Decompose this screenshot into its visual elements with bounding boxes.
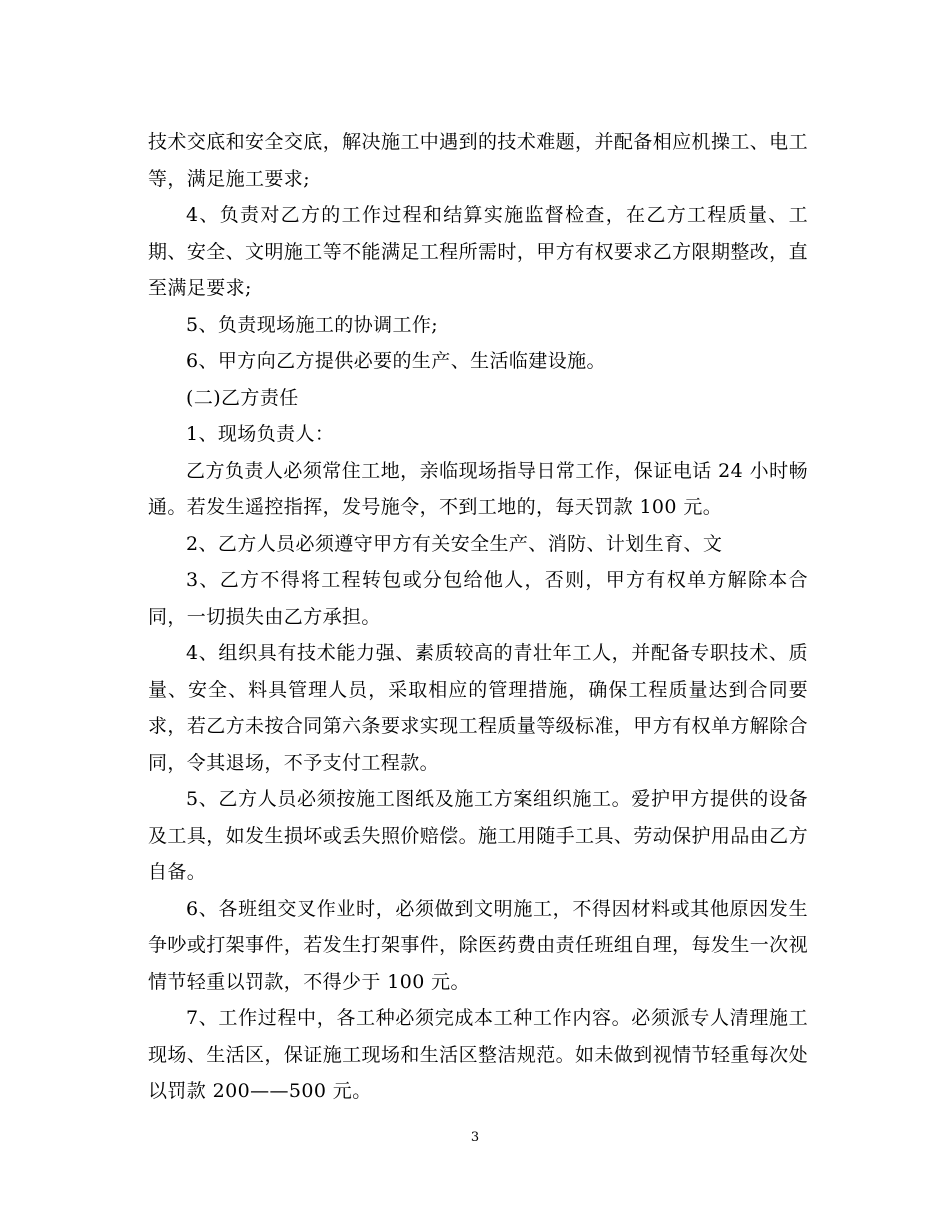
paragraph-11: 5、乙方人员必须按施工图纸及施工方案组织施工。爱护甲方提供的设备及工具，如发生损坏或丢失照价赔偿。施工用随手工具、劳动保护用品由乙方自备。	[148, 788, 808, 883]
paragraph-13: 7、工作过程中，各工种必须完成本工种工作内容。必须派专人清理施工现场、生活区，保证施工现场和生活区整洁规范。如未做到视情节轻重每次处以罚款 200——500 元。	[148, 1007, 808, 1102]
paragraph-3: 5、负责现场施工的协调工作;	[186, 313, 439, 336]
paragraph-10: 4、组织具有技术能力强、素质较高的青壮年工人，并配备专职技术、质量、安全、料具管理人员，采取相应的管理措施，确保工程质量达到合同要求，若乙方未按合同第六条要求实现工程质量等级标准，甲方有权单方解除合同，令其退场，不予支付工程款。	[148, 642, 808, 774]
paragraph-4: 6、甲方向乙方提供必要的生产、生活临建设施。	[186, 350, 606, 372]
paragraph-2: 4、负责对乙方的工作过程和结算实施监督检查，在乙方工程质量、工期、安全、文明施工等不能满足工程所需时，甲方有权要求乙方限期整改，直至满足要求;	[148, 204, 808, 299]
paragraph-7: 乙方负责人必须常住工地，亲临现场指导日常工作，保证电话 24 小时畅通。若发生遥控指挥，发号施令，不到工地的，每天罚款 100 元。	[148, 459, 808, 518]
section-heading: (二)乙方责任	[186, 386, 299, 409]
paragraph-6: 1、现场负责人：	[186, 423, 335, 445]
page-number: 3	[470, 1130, 480, 1145]
paragraph-12: 6、各班组交叉作业时，必须做到文明施工，不得因材料或其他原因发生争吵或打架事件，若发生打架事件，除医药费由责任班组自理，每发生一次视情节轻重以罚款，不得少于 100 元。	[148, 897, 808, 993]
body-text	[148, 124, 808, 1110]
paragraph-1: 技术交底和安全交底，解决施工中遇到的技术难题，并配备相应机操工、电工等，满足施工要求;	[148, 131, 808, 190]
paragraph-9: 3、乙方不得将工程转包或分包给他人，否则，甲方有权单方解除本合同，一切损失由乙方承担。	[148, 569, 808, 628]
paragraph-8: 2、乙方人员必须遵守甲方有关安全生产、消防、计划生育、文	[186, 532, 723, 555]
